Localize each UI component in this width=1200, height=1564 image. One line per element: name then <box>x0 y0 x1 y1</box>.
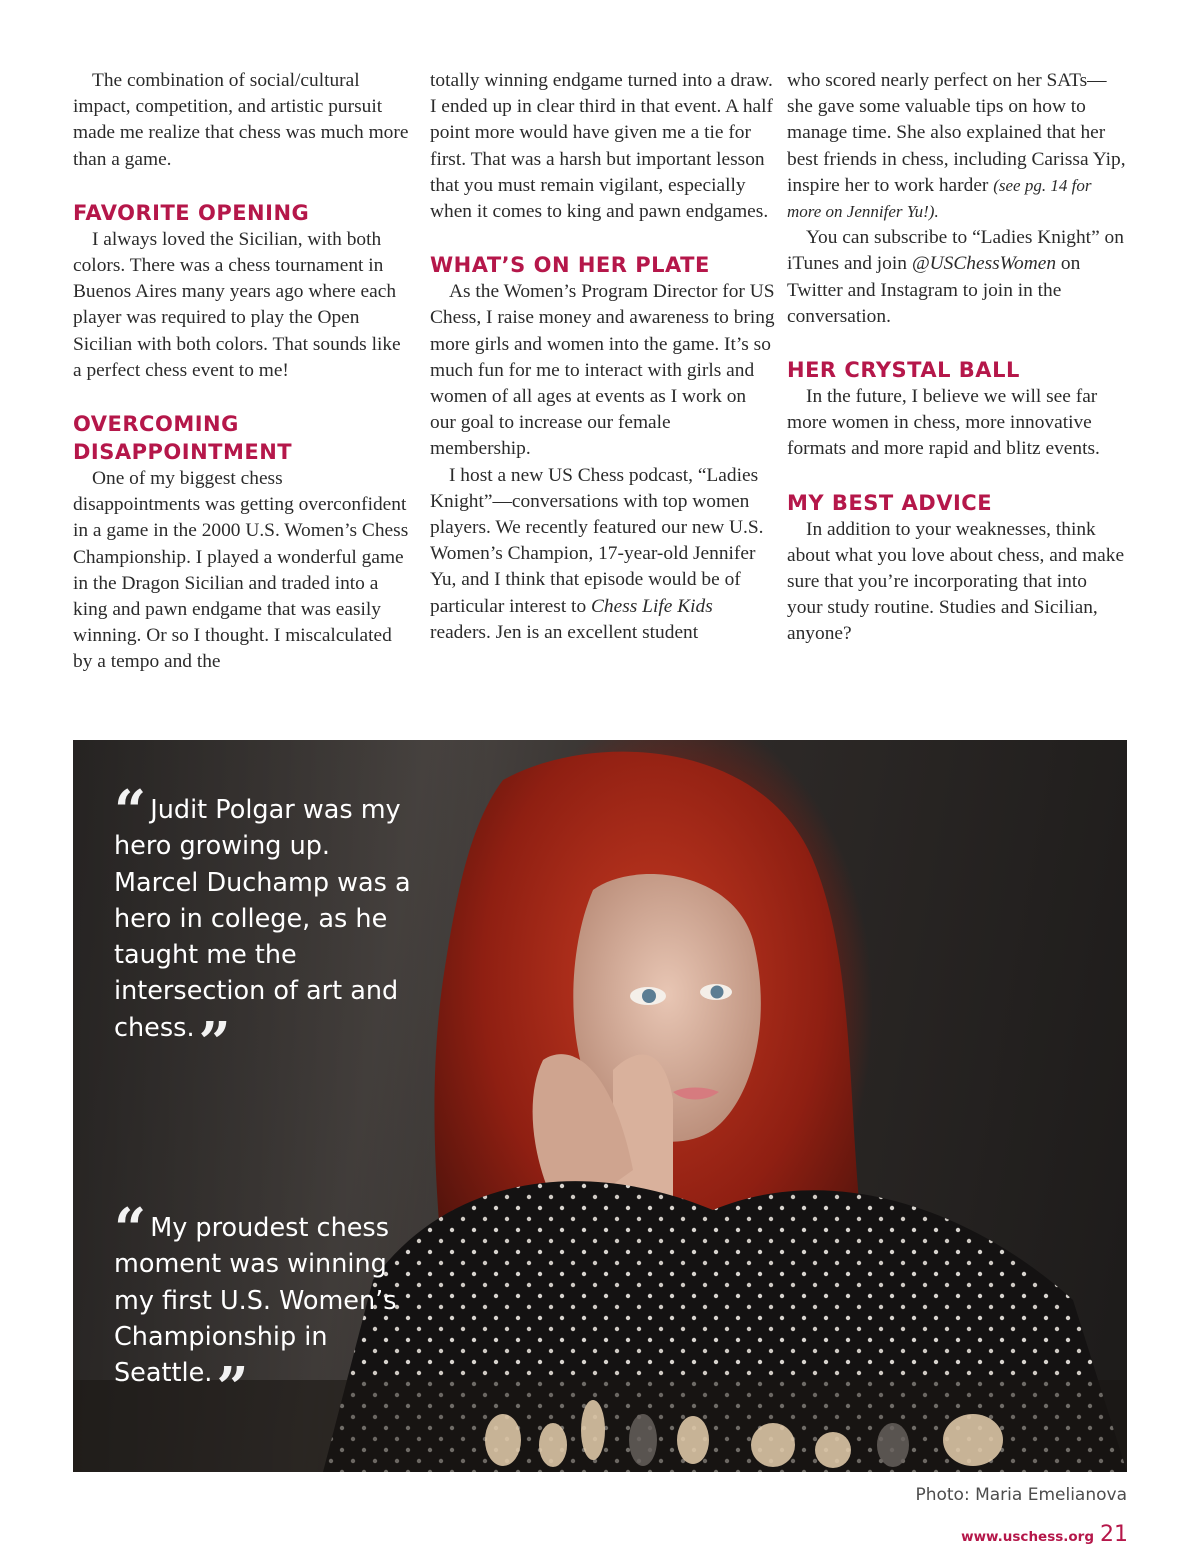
column-2 <box>430 68 775 646</box>
paragraph-overcoming-disappointment: One of my biggest chess disappointments was getting overconfident in a game in the 2000 U.S. Women’s Chess Championship. I played a wonderful game in the Dragon Sicilian and traded into a king and pawn endgame that was easily winning. Or so I thought. I miscalculated by a tempo and the <box>73 468 409 673</box>
paragraph-crystal-ball: In the future, I believe we will see far more women in chess, more innovative formats and more rapid and blitz events. <box>787 386 1100 460</box>
page-footer <box>961 1522 1128 1547</box>
column-1 <box>73 68 413 676</box>
open-quote-mark: “ <box>114 1196 147 1262</box>
intro-paragraph: The combination of social/cultural impact, competition, and artistic pursuit made me realize that chess was much more than a game. <box>73 70 409 170</box>
pull-quote-proudest <box>114 1196 404 1422</box>
plate-2-text-a: I host a new US Chess podcast, “Ladies Knight”—conversations with top women players. We recently featured our new U.S. Women’s Champion, 17-year-old Jennifer Yu, and I think that episode would be of particular interest to <box>430 464 764 617</box>
paragraph-plate-1: As the Women’s Program Director for US Chess, I raise money and awareness to bring more girls and women into the game. It’s so much fun for me to interact with girls and women of all ages at events as I work on our goal to increase our female membership. <box>430 281 775 460</box>
paragraph-subscribe <box>787 225 1127 330</box>
photo-credit: Photo: Maria Emelianova <box>915 1485 1127 1505</box>
plate-2-text-b: readers. Jen is an excellent student <box>430 621 699 643</box>
quote-proudest-text: My proudest chess moment was winning my first U.S. Women’s Championship in Seattle. <box>114 1213 397 1389</box>
subscribe-text-a: You can subscribe to “Ladies Knight” on iTunes and join <box>787 227 1124 275</box>
open-quote-mark: “ <box>114 778 147 844</box>
quote-hero-text: Judit Polgar was my hero growing up. Marcel Duchamp was a hero in college, as he taught me the intersection of art and chess. <box>114 795 411 1043</box>
column-3 <box>787 68 1127 648</box>
close-quote-mark: ” <box>198 1009 231 1076</box>
social-handle: @USChessWomen <box>911 253 1057 275</box>
continued-text: who scored nearly perfect on her SATs—she gave some valuable tips on how to manage time. She also explained that her best friends in chess, including Carissa Yip, inspire her to work harder <box>787 70 1126 196</box>
heading-overcoming-disappointment: OVERCOMING DISAPPOINTMENT <box>73 412 293 465</box>
continued-paragraph: totally winning endgame turned into a draw. I ended up in clear third in that event. A half point more would have given me a tie for first. That was a harsh but important lesson that you must remain vigilant, especially when it comes to king and pawn endgames. <box>430 70 773 223</box>
paragraph-favorite-opening: I always loved the Sicilian, with both colors. There was a chess tournament in Buenos Aires many years ago where each player was required to play the Open Sicilian with both colors. That sounds like a perfect chess event to me! <box>73 228 401 381</box>
subscribe-text-b: on Twitter and Instagram to join in the conversation. <box>787 253 1081 327</box>
heading-favorite-opening: FAVORITE OPENING <box>73 200 310 225</box>
heading-best-advice: MY BEST ADVICE <box>787 490 993 515</box>
portrait-photo <box>73 740 1127 1472</box>
close-quote-mark: ” <box>216 1355 249 1422</box>
page-reference: (see pg. 14 for more on Jennifer Yu!). <box>787 175 1092 222</box>
paragraph-plate-2 <box>430 463 775 646</box>
magazine-title: Chess Life Kids <box>591 595 713 617</box>
paragraph-best-advice: In addition to your weaknesses, think about what you love about chess, and make sure that you’re incorporating that into your study routine. Studies and Sicilian, anyone? <box>787 518 1125 645</box>
page-number: 21 <box>1100 1522 1128 1547</box>
heading-crystal-ball: HER CRYSTAL BALL <box>787 358 1020 383</box>
pull-quote-hero <box>114 778 414 1076</box>
heading-whats-on-her-plate: WHAT’S ON HER PLATE <box>430 253 710 278</box>
website-link[interactable]: www.uschess.org <box>961 1529 1094 1545</box>
continued-paragraph-3 <box>787 68 1127 225</box>
